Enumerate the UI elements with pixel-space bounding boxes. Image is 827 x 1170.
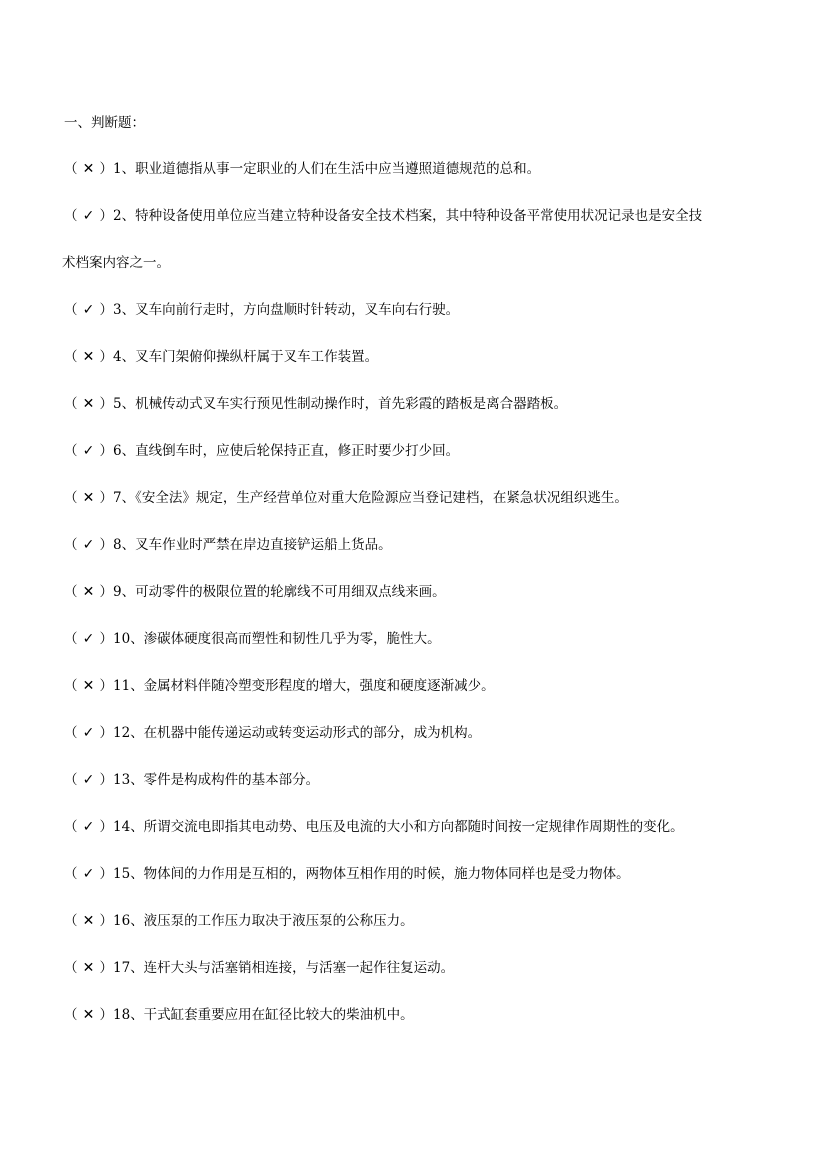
question-item [64,630,764,648]
question-text: 、金属材料伴随冷塑变形程度的增大，强度和硬度逐渐减少。 [130,678,495,694]
paren-close: ） [99,537,113,553]
paren-open: （ [64,443,78,459]
question-number: 11 [113,678,131,694]
paren-open: （ [64,584,78,600]
question-item [64,677,764,695]
wrong-mark-icon: ✕ [82,960,95,976]
paren-close: ） [99,443,113,459]
question-number: 15 [113,866,131,882]
paren-open: （ [64,725,78,741]
paren-close: ） [99,725,113,741]
question-text: 、干式缸套重要应用在缸径比较大的柴油机中。 [130,1007,414,1023]
question-text: 、《安全法》规定，生产经营单位对重大危险源应当登记建档，在紧急状况组织逃生。 [121,490,628,506]
question-number: 1 [113,161,122,177]
paren-close: ） [99,584,113,600]
wrong-mark-icon: ✕ [82,349,95,365]
wrong-mark-icon: ✕ [82,396,95,412]
question-text: 、叉车向前行走时，方向盘顺时针转动，叉车向右行驶。 [121,302,460,318]
paren-close: ） [99,490,113,506]
question-text: 、连杆大头与活塞销相连接，与活塞一起作往复运动。 [130,960,455,976]
question-text: 、职业道德指从事一定职业的人们在生活中应当遵照道德规范的总和。 [121,161,541,177]
question-text: 、叉车作业时严禁在岸边直接铲运船上货品。 [121,537,392,553]
question-item [64,395,764,413]
question-item [64,536,764,554]
paren-open: （ [64,913,78,929]
paren-open: （ [64,208,78,224]
question-item [64,724,764,742]
question-text-continued: 术档案内容之一。 [62,255,170,271]
wrong-mark-icon: ✕ [82,678,95,694]
paren-close: ） [99,208,113,224]
question-item [64,818,764,836]
paren-open: （ [64,490,78,506]
question-number: 18 [113,1007,131,1023]
paren-close: ） [99,396,113,412]
wrong-mark-icon: ✕ [82,584,95,600]
question-item [64,489,764,507]
question-number: 8 [113,537,122,553]
wrong-mark-icon: ✕ [82,913,95,929]
question-item [64,301,764,319]
question-text: 、机械传动式叉车实行预见性制动操作时，首先彩霞的踏板是离合器踏板。 [121,396,568,412]
paren-open: （ [64,396,78,412]
paren-open: （ [64,819,78,835]
paren-close: ） [99,1007,113,1023]
paren-open: （ [64,349,78,365]
paren-close: ） [99,678,113,694]
check-mark-icon: ✓ [82,302,95,318]
question-item [64,912,764,930]
question-number: 4 [113,349,122,365]
question-item [64,207,764,272]
question-number: 6 [113,443,122,459]
question-item [64,1006,764,1024]
paren-close: ） [99,819,113,835]
wrong-mark-icon: ✕ [82,161,95,177]
question-text: 、所谓交流电即指其电动势、电压及电流的大小和方向都随时间按一定规律作周期性的变化。 [130,819,684,835]
paren-close: ） [99,302,113,318]
paren-close: ） [99,866,113,882]
check-mark-icon: ✓ [82,772,95,788]
question-number: 16 [113,913,131,929]
question-text: 、物体间的力作用是互相的，两物体互相作用的时候，施力物体同样也是受力物体。 [130,866,630,882]
check-mark-icon: ✓ [82,537,95,553]
check-mark-icon: ✓ [82,819,95,835]
paren-close: ） [99,960,113,976]
paren-open: （ [64,631,78,647]
paren-open: （ [64,678,78,694]
question-text: 、渗碳体硬度很高而塑性和韧性几乎为零，脆性大。 [130,631,441,647]
question-number: 12 [113,725,131,741]
question-item [64,348,764,366]
paren-open: （ [64,1007,78,1023]
paren-close: ） [99,631,113,647]
check-mark-icon: ✓ [82,208,95,224]
paren-open: （ [64,302,78,318]
question-text: 、可动零件的极限位置的轮廓线不可用细双点线来画。 [121,584,446,600]
question-number: 14 [113,819,131,835]
paren-open: （ [64,537,78,553]
wrong-mark-icon: ✕ [82,1007,95,1023]
paren-open: （ [64,866,78,882]
question-number: 2 [113,208,122,224]
check-mark-icon: ✓ [82,631,95,647]
section-title: 一、判断题： [64,115,145,131]
question-number: 7 [113,490,122,506]
paren-open: （ [64,960,78,976]
question-number: 13 [113,772,131,788]
question-number: 17 [113,960,131,976]
question-text: 、叉车门架俯仰操纵杆属于叉车工作装置。 [121,349,379,365]
paren-close: ） [99,349,113,365]
question-number: 10 [113,631,131,647]
question-item [64,959,764,977]
question-item [64,771,764,789]
question-item [64,160,764,178]
paren-open: （ [64,161,78,177]
question-item [64,583,764,601]
paren-close: ） [99,913,113,929]
question-item [64,442,764,460]
wrong-mark-icon: ✕ [82,490,95,506]
question-text: 、在机器中能传递运动或转变运动形式的部分，成为机构。 [130,725,482,741]
question-item [64,865,764,883]
paren-close: ） [99,772,113,788]
question-list [64,160,764,1053]
question-text: 、特种设备使用单位应当建立特种设备安全技术档案，其中特种设备平常使用状况记录也是安全技 [121,208,703,224]
question-number: 9 [113,584,122,600]
check-mark-icon: ✓ [82,443,95,459]
question-text: 、零件是构成构件的基本部分。 [130,772,320,788]
paren-close: ） [99,161,113,177]
question-text: 、直线倒车时，应使后轮保持正直，修正时要少打少回。 [121,443,460,459]
check-mark-icon: ✓ [82,866,95,882]
question-text: 、液压泵的工作压力取决于液压泵的公称压力。 [130,913,414,929]
paren-open: （ [64,772,78,788]
check-mark-icon: ✓ [82,725,95,741]
question-number: 3 [113,302,122,318]
question-number: 5 [113,396,122,412]
